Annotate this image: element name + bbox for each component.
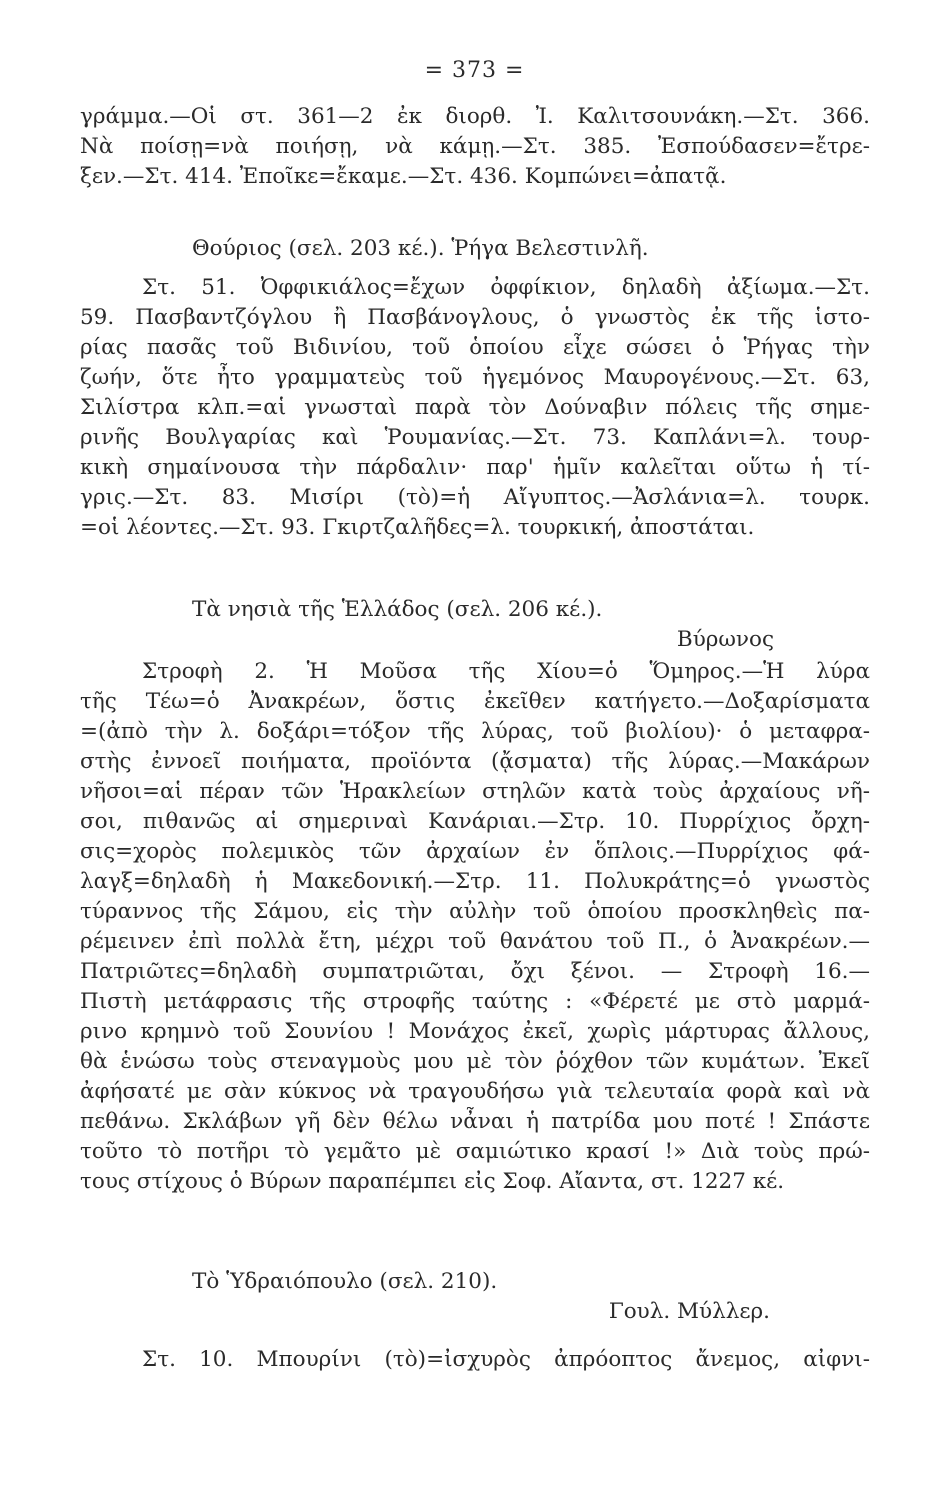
section-author: Γουλ. Μύλλερ. <box>608 1299 770 1324</box>
paragraph-intro <box>80 102 870 192</box>
section-ydraiopoulo-body <box>80 1345 870 1375</box>
text-line: σις=χορὸς πολεμικὸς τῶν ἀρχαίων ἐν ὅπλοις.—Πυρρίχιος φά- <box>80 839 870 864</box>
text-line: τύραννος τῆς Σάμου, εἰς τὴν αὐλὴν τοῦ ὁποίου προσκληθεὶς πα- <box>80 899 870 924</box>
section-heading: Τὰ νησιὰ τῆς Ἑλλάδος (σελ. 206 κέ.). <box>192 597 603 622</box>
section-author: Βύρωνος <box>676 627 774 652</box>
text-line: Στ. 10. Μπουρίνι (τὸ)=ἰσχυρὸς ἀπρόοπτος ἄνεμος, αἰφνι- <box>142 1347 870 1372</box>
text-line: ρίας πασᾶς τοῦ Βιδινίου, τοῦ ὁποίου εἶχε σώσει ὁ Ῥήγας τὴν <box>80 335 870 360</box>
text-line: Σιλίστρα κλπ.=αἱ γνωσταὶ παρὰ τὸν Δούναβιν πόλεις τῆς σημε- <box>80 395 870 420</box>
text-line: ξεν.—Στ. 414. Ἐποῖκε=ἔκαμε.—Στ. 436. Κομπώνει=ἀπατᾷ. <box>80 164 727 189</box>
text-line: ζωήν, ὅτε ἦτο γραμματεὺς τοῦ ἡγεμόνος Μαυρογένους.—Στ. 63, <box>80 365 870 390</box>
text-line: λαγξ=δηλαδὴ ἡ Μακεδονική.—Στρ. 11. Πολυκράτης=ὁ γνωστὸς <box>80 869 870 894</box>
text-line: θὰ ἑνώσω τοὺς στεναγμοὺς μου μὲ τὸν ῥόχθον τῶν κυμάτων. Ἐκεῖ <box>80 1049 870 1074</box>
section-heading: Θούριος (σελ. 203 κέ.). Ῥήγα Βελεστινλῆ. <box>192 236 649 261</box>
text-line: τους στίχους ὁ Βύρων παραπέμπει εἰς Σοφ. Αἴαντα, στ. 1227 κέ. <box>80 1169 785 1194</box>
text-line: ρινῆς Βουλγαρίας καὶ Ῥουμανίας.—Στ. 73. Καπλάνι=λ. τουρ- <box>80 425 870 450</box>
text-line: Πιστὴ μετάφρασις τῆς στροφῆς ταύτης : «Φέρετέ με στὸ μαρμά- <box>80 989 870 1014</box>
text-line: ἀφήσατέ με σὰν κύκνος νὰ τραγουδήσω γιὰ τελευταία φορὰ καὶ νὰ <box>80 1079 870 1104</box>
text-line: νῆσοι=αἱ πέραν τῶν Ἡρακλείων στηλῶν κατὰ τοὺς ἀρχαίους νῆ- <box>80 779 870 804</box>
section-heading: Τὸ Ὑδραιόπουλο (σελ. 210). <box>192 1269 498 1294</box>
text-line: Στροφὴ 2. Ἡ Μοῦσα τῆς Χίου=ὁ Ὅμηρος.—Ἡ λύρα <box>142 659 870 684</box>
text-line: τοῦτο τὸ ποτῆρι τὸ γεμᾶτο μὲ σαμιώτικο κρασί !» Διὰ τοὺς πρώ- <box>80 1139 870 1164</box>
text-line: Στ. 51. Ὀφφικιάλος=ἔχων ὀφφίκιον, δηλαδὴ ἀξίωμα.—Στ. <box>142 275 870 300</box>
text-line: =οἱ λέοντες.—Στ. 93. Γκιρτζαλῆδες=λ. τουρκική, ἀποστάται. <box>80 515 755 540</box>
text-line: γρις.—Στ. 83. Μισίρι (τὸ)=ἡ Αἴγυπτος.—Ἀσλάνια=λ. τουρκ. <box>80 485 870 510</box>
section-thourios <box>80 234 870 264</box>
text-line: Νὰ ποίσῃ=νὰ ποιήσῃ, νὰ κάμῃ.—Στ. 385. Ἐσπούδασεν=ἔτρε- <box>80 134 870 159</box>
text-line: κικὴ σημαίνουσα τὴν πάρδαλιν· παρ' ἡμῖν καλεῖται οὕτω ἡ τί- <box>80 455 870 480</box>
text-line: ρέμεινεν ἐπὶ πολλὰ ἔτη, μέχρι τοῦ θανάτου τοῦ Π., ὁ Ἀνακρέων.— <box>80 929 870 954</box>
section-thourios-body <box>80 273 870 543</box>
section-nisia-body <box>80 657 870 1197</box>
text-line: Πατριῶτες=δηλαδὴ συμπατριῶται, ὄχι ξένοι. — Στροφὴ 16.— <box>80 959 870 984</box>
text-line: σοι, πιθανῶς αἱ σημεριναὶ Κανάριαι.—Στρ. 10. Πυρρίχιος ὄρχη- <box>80 809 870 834</box>
section-nisia <box>80 595 870 655</box>
text-line: =(ἀπὸ τὴν λ. δοξάρι=τόξον τῆς λύρας, τοῦ βιολίου)· ὁ μεταφρα- <box>80 719 870 744</box>
text-line: τῆς Τέω=ὁ Ἀνακρέων, ὅστις ἐκεῖθεν κατήγετο.—Δοξαρίσματα <box>80 689 870 714</box>
text-line: γράμμα.—Οἱ στ. 361—2 ἐκ διορθ. Ἰ. Καλιτσουνάκη.—Στ. 366. <box>80 104 870 129</box>
text-line: πεθάνω. Σκλάβων γῆ δὲν θέλω νἆναι ἡ πατρίδα μου ποτέ ! Σπάστε <box>80 1109 870 1134</box>
section-ydraiopoulo <box>80 1267 870 1327</box>
text-line: 59. Πασβαντζόγλου ἢ Πασβάνογλους, ὁ γνωστὸς ἐκ τῆς ἱστο- <box>80 305 870 330</box>
text-line: ρινο κρημνὸ τοῦ Σουνίου ! Μονάχος ἐκεῖ, χωρὶς μάρτυρας ἄλλους, <box>80 1019 870 1044</box>
text-line: στὴς ἐννοεῖ ποιήματα, προϊόντα (ᾄσματα) τῆς λύρας.—Μακάρων <box>80 749 870 774</box>
page-number: = 373 = <box>424 58 525 83</box>
